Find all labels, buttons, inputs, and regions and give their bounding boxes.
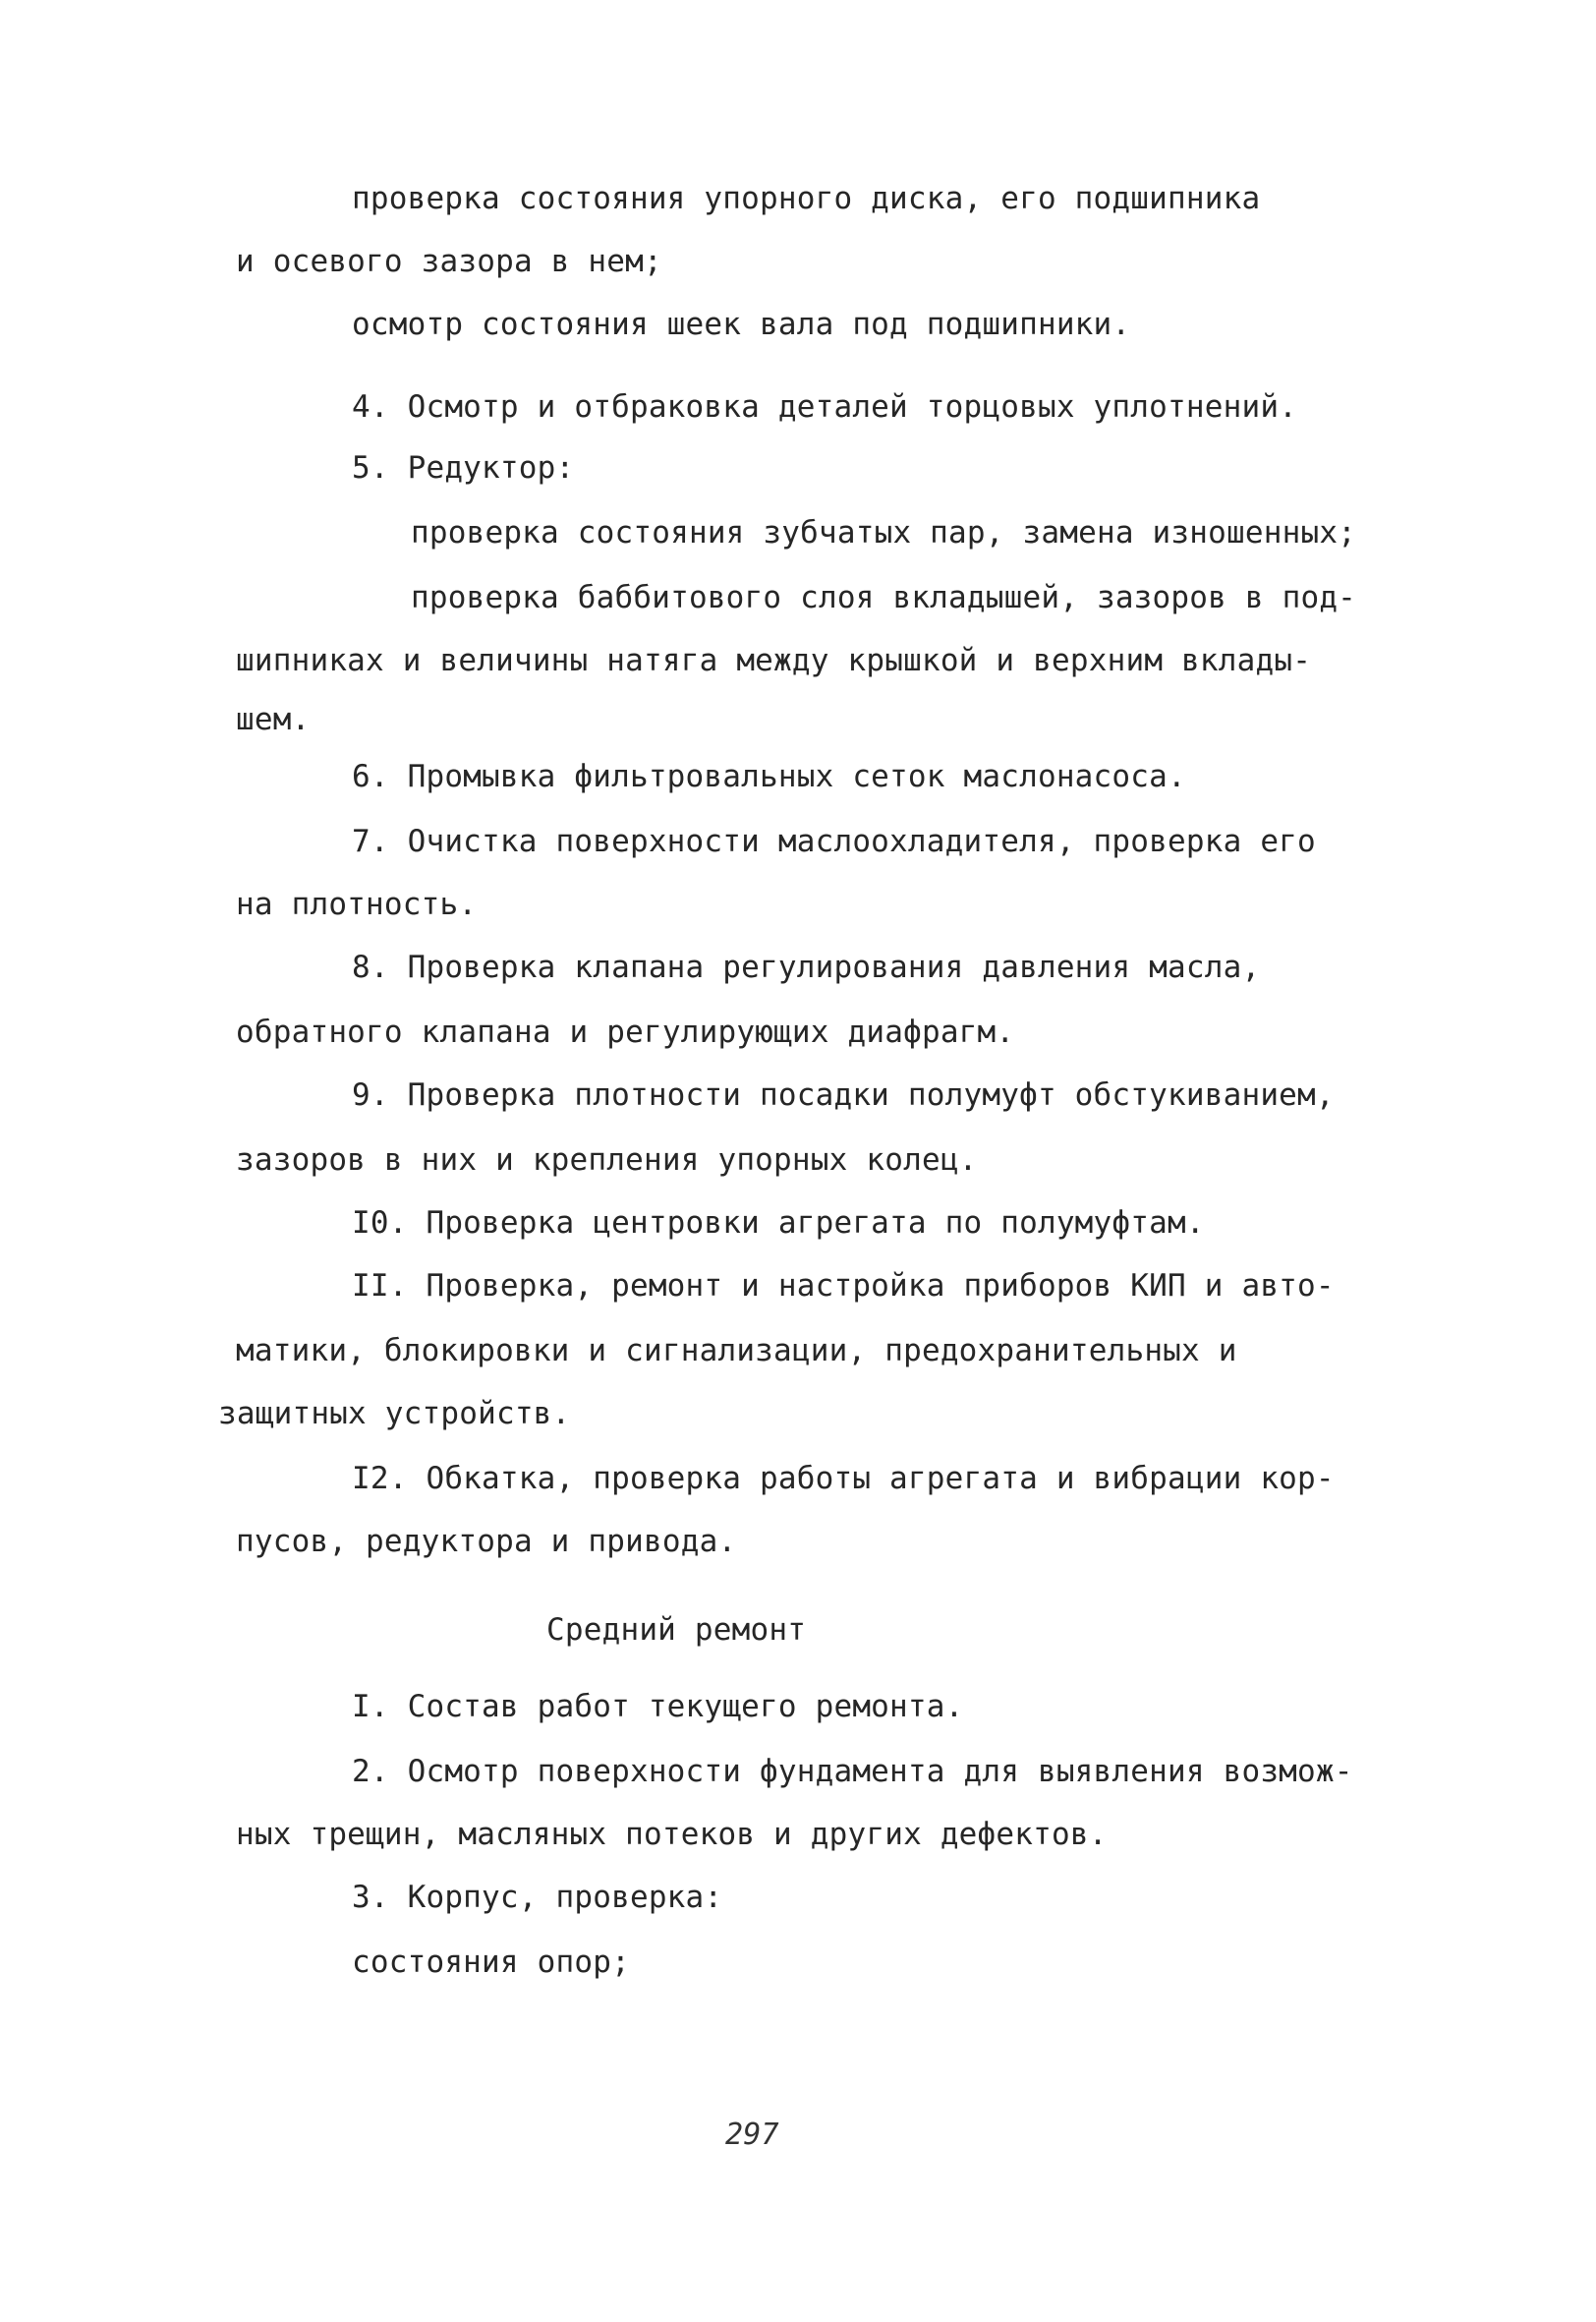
- section-heading: Средний ремонт: [546, 1612, 807, 1648]
- list-item: 3. Корпус, проверка:: [352, 1880, 723, 1915]
- list-item: 2. Осмотр поверхности фундамента для выявления возмож-: [352, 1754, 1353, 1789]
- text-line: проверка баббитового слоя вкладышей, зазоров в под-: [411, 580, 1357, 615]
- text-line: матики, блокировки и сигнализации, предохранительных и: [236, 1333, 1237, 1368]
- list-item: 6. Промывка фильтровальных сеток маслонасоса.: [352, 759, 1186, 794]
- list-item: I2. Обкатка, проверка работы агрегата и вибрации кор-: [352, 1461, 1335, 1496]
- text-line: шем.: [236, 702, 311, 737]
- text-line: проверка состояния упорного диска, его подшипника: [352, 181, 1261, 216]
- text-line: и осевого зазора в нем;: [236, 244, 662, 279]
- text-line: зазоров в них и крепления упорных колец.: [236, 1142, 978, 1178]
- list-item: 8. Проверка клапана регулирования давления масла,: [352, 950, 1261, 985]
- list-item: 9. Проверка плотности посадки полумуфт обстукиванием,: [352, 1077, 1335, 1113]
- text-line: состояния опор;: [352, 1945, 630, 1980]
- text-line: защитных устройств.: [218, 1396, 571, 1431]
- text-line: шипниках и величины натяга между крышкой и верхним вклады-: [236, 643, 1312, 678]
- text-line: осмотр состояния шеек вала под подшипники.: [352, 307, 1131, 342]
- text-line: ных трещин, масляных потеков и других дефектов.: [236, 1817, 1108, 1852]
- list-item: 5. Редуктор:: [352, 450, 575, 486]
- list-item: II. Проверка, ремонт и настройка приборов КИП и авто-: [352, 1268, 1335, 1304]
- list-item: I0. Проверка центровки агрегата по полумуфтам.: [352, 1205, 1205, 1241]
- list-item: I. Состав работ текущего ремонта.: [352, 1689, 964, 1724]
- list-item: 7. Очистка поверхности маслоохладителя, проверка его: [352, 824, 1316, 859]
- text-line: обратного клапана и регулирующих диафрагм.: [236, 1015, 1015, 1050]
- text-line: на плотность.: [236, 887, 478, 922]
- text-line: пусов, редуктора и привода.: [236, 1524, 737, 1559]
- page-number: 297: [725, 2118, 779, 2152]
- list-item: 4. Осмотр и отбраковка деталей торцовых уплотнений.: [352, 389, 1298, 425]
- text-line: проверка состояния зубчатых пар, замена изношенных;: [411, 515, 1357, 551]
